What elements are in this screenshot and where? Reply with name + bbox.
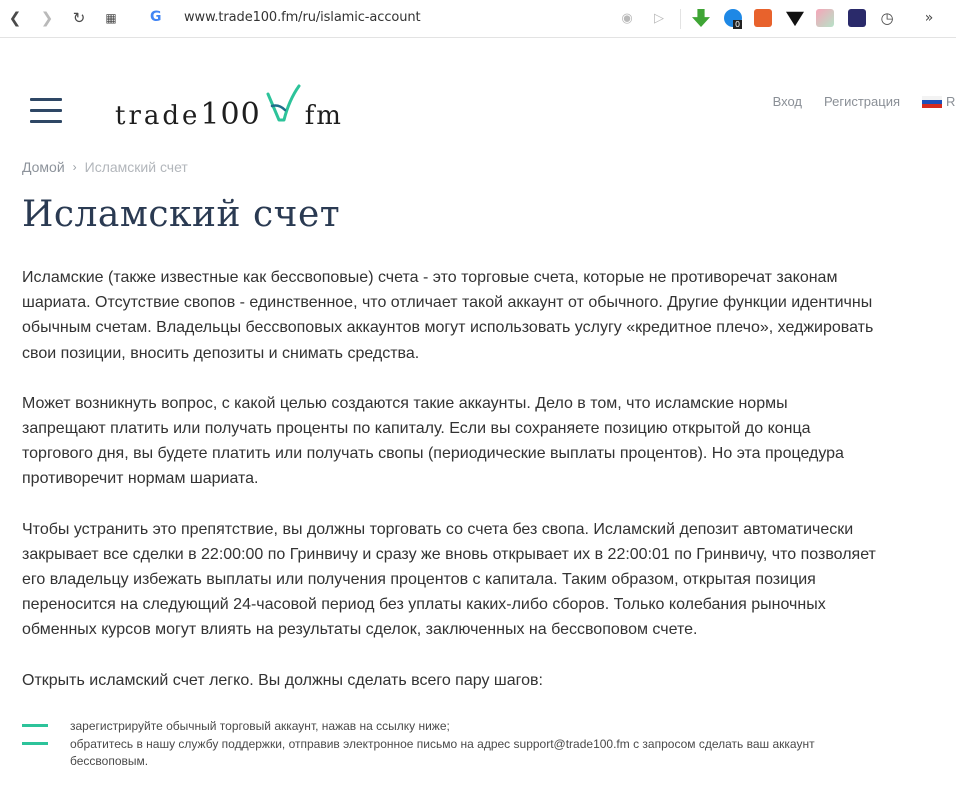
paragraph-line: обменных курсов могут влиять на результаты сделок, заключенных на бессвоповом счете. bbox=[22, 621, 698, 639]
breadcrumb-current: Исламский счет bbox=[84, 159, 188, 175]
browser-toolbar bbox=[0, 0, 956, 38]
history-extension-icon[interactable]: ◷ bbox=[880, 9, 894, 27]
language-label[interactable]: R bbox=[946, 94, 956, 109]
paragraph-line: обычным счетам. Владельцы бессвоповых аккаунтов могут использовать услугу «кредитное плечо», хеджировать bbox=[22, 319, 874, 337]
breadcrumb bbox=[22, 159, 188, 175]
address-bar[interactable]: www.trade100.fm/ru/islamic-account bbox=[184, 10, 421, 25]
logo-text-fm: fm bbox=[304, 101, 343, 131]
paragraph-line: свои позиции, вносить депозиты и снимать средства. bbox=[22, 344, 420, 362]
paragraph-how bbox=[22, 517, 956, 643]
list-item-text: обратитесь в нашу службу поддержки, отправив электронное письмо на адрес support@trade100.fm с запросом сделать ваш аккаунт bbox=[70, 737, 815, 751]
list-bullet-icon bbox=[22, 742, 48, 745]
top-links bbox=[773, 94, 956, 109]
paragraph-why bbox=[22, 391, 956, 492]
paragraph-intro bbox=[22, 265, 956, 366]
paragraph-line: его владельцу избежать выплаты или получения процентов с капитала. Таким образом, открытая позиция bbox=[22, 571, 816, 589]
shield-extension-icon[interactable] bbox=[786, 9, 804, 27]
list-bullet-icon bbox=[22, 724, 48, 727]
paragraph-line: Может возникнуть вопрос, с какой целью создаются такие аккаунты. Дело в том, что исламские нормы bbox=[22, 394, 788, 412]
download-extension-icon[interactable] bbox=[692, 9, 710, 27]
toolbar-divider bbox=[680, 9, 681, 29]
more-extensions-icon[interactable]: » bbox=[924, 10, 934, 26]
google-icon: G bbox=[150, 9, 162, 25]
register-link[interactable]: Регистрация bbox=[824, 94, 900, 109]
paragraph-line: шариата. Отсутствие свопов - единственное, что отличает такой аккаунт от обычного. Другие функции идентичны bbox=[22, 294, 873, 312]
bookmark-extension-icon[interactable] bbox=[848, 9, 866, 27]
camera-icon[interactable]: ◉ bbox=[621, 10, 633, 26]
russian-flag-icon[interactable] bbox=[922, 96, 942, 108]
paragraph-line: противоречит нормам шариата. bbox=[22, 470, 259, 488]
forward-icon[interactable]: ❯ bbox=[40, 9, 54, 27]
back-icon[interactable]: ❮ bbox=[8, 9, 22, 27]
logo-text-100: 100 bbox=[200, 97, 261, 132]
page-title: Исламский счет bbox=[22, 194, 341, 235]
list-item bbox=[22, 718, 956, 735]
paragraph-line: закрывает все сделки в 22:00:00 по Гринвичу и сразу же вновь открывает их в 22:00:01 по Гринвичу, что позволяет bbox=[22, 545, 876, 563]
paragraph-open bbox=[22, 668, 956, 693]
list-item bbox=[22, 736, 956, 770]
breadcrumb-home[interactable]: Домой bbox=[22, 159, 65, 175]
steps-list bbox=[22, 718, 956, 770]
cube-extension-icon[interactable] bbox=[816, 9, 834, 27]
send-icon[interactable]: ▷ bbox=[654, 10, 664, 26]
list-item-text: зарегистрируйте обычный торговый аккаунт, нажав на ссылку ниже; bbox=[70, 719, 450, 733]
paragraph-line: торгового дня, вы будете платить или получать свопы (периодические выплаты процентов). Но эта процедура bbox=[22, 445, 844, 463]
list-item-text: бессвоповым. bbox=[70, 754, 149, 768]
extension-badge: 0 bbox=[735, 20, 741, 29]
notes-extension-icon[interactable] bbox=[754, 9, 772, 27]
breadcrumb-separator: › bbox=[72, 160, 77, 174]
reload-icon[interactable]: ↻ bbox=[72, 9, 86, 27]
paragraph-line: запрещают платить или получать проценты по капиталу. Если вы сохраняете позицию открытой до конца bbox=[22, 420, 811, 438]
grid-icon[interactable]: ▦ bbox=[105, 11, 117, 25]
logo-check-icon bbox=[265, 84, 301, 124]
login-link[interactable]: Вход bbox=[772, 94, 802, 109]
paragraph-line: переносится на следующий 24-часовой период без уплаты каких-либо сборов. Только колебания рыночных bbox=[22, 596, 826, 614]
paragraph-line: Открыть исламский счет легко. Вы должны сделать всего пару шагов: bbox=[22, 671, 543, 689]
paragraph-line: Чтобы устранить это препятствие, вы должны торговать со счета без свопа. Исламский депозит автоматически bbox=[22, 520, 854, 538]
logo-text-trade: trade bbox=[115, 101, 201, 131]
menu-icon[interactable] bbox=[30, 98, 62, 122]
paragraph-line: Исламские (также известные как бессвоповые) счета - это торговые счета, которые не противоречат законам bbox=[22, 269, 838, 286]
article-body bbox=[22, 265, 956, 718]
site-logo[interactable] bbox=[115, 84, 343, 132]
